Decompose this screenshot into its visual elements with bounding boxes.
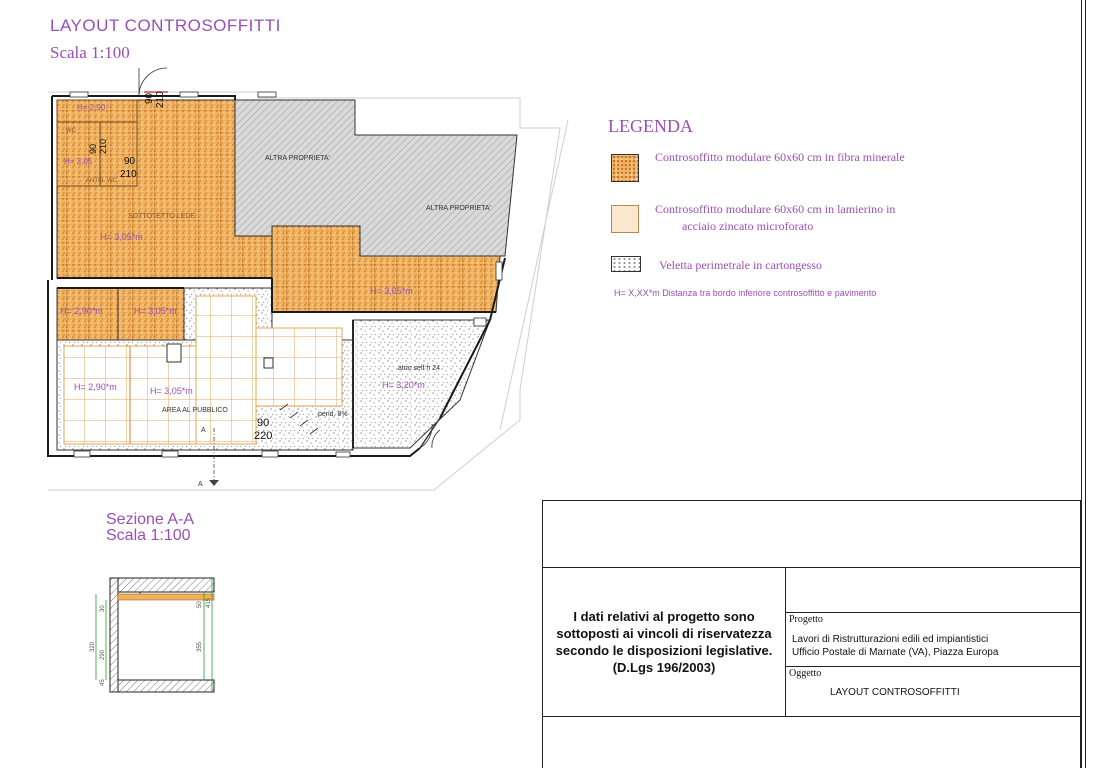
section-dim: 30 [100, 605, 106, 612]
height-label: H= 3,05 [64, 157, 93, 166]
section-scale-text: Scala 1:100 [106, 527, 191, 544]
door-height-label: 210 [155, 91, 166, 108]
progetto-line: Lavori di Ristrutturazioni edili ed impiantistici [792, 634, 989, 645]
door-width-label: 90 [257, 417, 270, 429]
section-dim: 355 [197, 641, 203, 652]
height-label: H= 3,05*m [134, 306, 177, 316]
drawing-scale: Scala 1:100 [50, 43, 130, 62]
title-block-line [785, 612, 1081, 613]
progetto-label: Progetto [789, 614, 823, 625]
lamierino-public [196, 296, 256, 444]
room-label: atrio self h 24 [398, 365, 441, 372]
legend-item-text: Controsoffitto modulare 60x60 cm in lamierino in [655, 202, 896, 216]
legend-note: H= X,XX*m Distanza tra bordo inferiore controsoffitto e pavimento [614, 288, 877, 298]
height-label: H= 2,90*m [60, 306, 103, 316]
height-label: H= 3,05*m [150, 386, 193, 396]
room-label: ALTRA PROPRIETA' [426, 205, 491, 212]
column [167, 344, 181, 362]
section-dim: 415 [206, 597, 212, 608]
section-dim: 320 [90, 641, 96, 652]
sheet-border [1081, 0, 1082, 768]
height-label: H= 3,05*m [100, 232, 143, 242]
legend-swatch-lamierino [611, 205, 639, 233]
room-label: pend. 8% [318, 411, 348, 418]
section-ceiling [118, 594, 214, 600]
title-block-line [785, 666, 1081, 667]
section-slab-top [110, 578, 214, 592]
door-height-label: 220 [254, 430, 273, 442]
legend-item-text: Veletta perimetrale in cartongesso [659, 258, 822, 272]
section-title-text: Sezione A-A [106, 511, 195, 528]
section-dim: 45 [100, 679, 106, 686]
section-arrow [209, 480, 219, 486]
section-drawing [80, 568, 230, 708]
legend-swatch-veletta [611, 256, 641, 272]
door-swing-entry-2 [432, 430, 440, 448]
oggetto-value: LAYOUT CONTROSOFFITTI [830, 687, 960, 698]
confidentiality-notice: I dati relativi al progetto sono sottoposti ai vincoli di riservatezza secondo le disposizioni legislative. (D.Lgs 196/2003) [555, 609, 773, 675]
title-block-line [785, 567, 786, 716]
room-label: WC [66, 128, 76, 134]
room-label: SOTTOTETTO LEDE [128, 213, 196, 220]
room-label: ALTRA PROPRIETA' [265, 155, 330, 162]
door-width-label: 90 [88, 143, 98, 154]
height-label: H= 3,20*m [382, 380, 425, 390]
height-label: H= 3,05*m [370, 286, 413, 296]
legend-item-3 [659, 257, 822, 274]
section-mark: A [201, 427, 206, 434]
section-dim: 50 [197, 601, 203, 608]
legend-item-text: Controsoffitto modulare 60x60 cm in fibra minerale [655, 150, 905, 164]
oggetto-label: Oggetto [789, 668, 822, 679]
sheet-border [1085, 0, 1086, 768]
legend-title: LEGENDA [608, 116, 693, 136]
legend-item-2 [655, 201, 895, 235]
legend-swatch-fibra [611, 154, 639, 182]
progetto-line: Ufficio Postale di Marnate (VA), Piazza Europa [792, 647, 999, 658]
height-label: H= 2,90 [77, 103, 106, 112]
door-height-label: 210 [120, 169, 137, 180]
title-block-line [542, 716, 1081, 717]
door-width-label: 90 [144, 92, 155, 104]
column [264, 358, 273, 368]
door-width-label: 90 [124, 156, 136, 167]
section-wall [110, 578, 118, 692]
section-mark: A [198, 481, 203, 488]
legend-item-1 [655, 149, 905, 166]
progetto-value [792, 633, 998, 659]
height-label: H= 2,90*m [74, 382, 117, 392]
room-label: ANTIB. WC [86, 178, 117, 184]
section-slab-bottom [110, 680, 214, 692]
room-label: AREA AL PUBBLICO [162, 407, 228, 414]
drawing-title: LAYOUT CONTROSOFFITTI [50, 16, 281, 35]
section-title [106, 512, 194, 544]
title-block-line [542, 567, 1081, 568]
door-height-label: 210 [98, 138, 108, 154]
section-dim: 290 [100, 649, 106, 660]
legend-item-text: acciaio zincato microforato [682, 219, 814, 233]
